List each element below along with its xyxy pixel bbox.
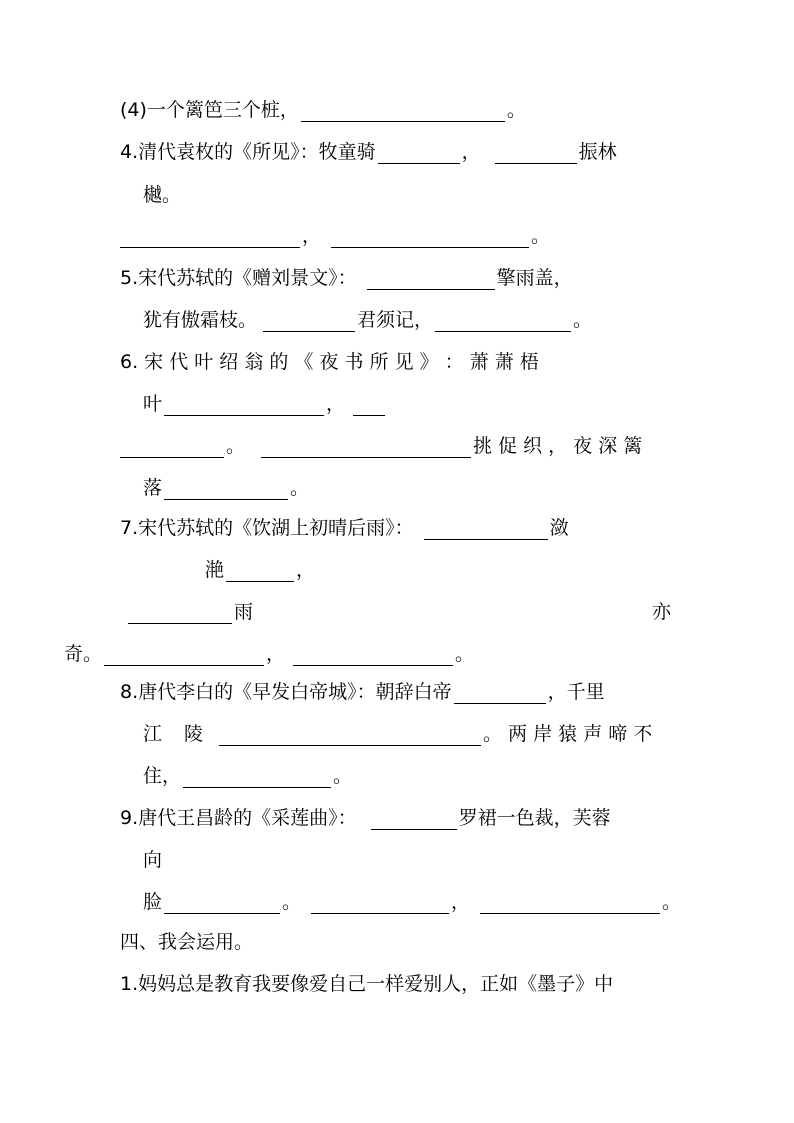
section-4-question-1 [120,972,613,996]
answer-blank[interactable] [263,311,355,332]
question-text: 向 [143,849,163,871]
question-4-line-1 [120,140,617,164]
punctuation: ， [451,891,471,913]
punctuation: ， [326,393,346,415]
answer-blank[interactable] [367,269,495,290]
question-text: 亦 [652,601,672,623]
question-8-line-3 [143,764,352,788]
question-text: 叶 [143,393,163,415]
question-9-line-1 [120,806,611,830]
punctuation: 。 [290,477,310,499]
question-text: 君须记， [357,309,434,331]
question-7-line-3 [128,600,253,624]
question-text: 罗裙一色裁，芙蓉 [458,807,611,829]
punctuation: ， [302,225,322,247]
punctuation: 。 [333,765,353,787]
question-6-line-1 [120,350,539,374]
answer-blank[interactable] [353,395,385,416]
answer-blank[interactable] [104,645,264,666]
question-7-line-1 [120,516,569,540]
question-8-line-2 [143,722,652,746]
answer-blank[interactable] [219,725,481,746]
question-text: ，千里 [547,681,605,703]
answer-blank[interactable] [378,143,460,164]
question-text: 8.唐代李白的《早发白帝城》：朝辞白帝 [120,681,452,703]
punctuation: 。 [226,435,246,457]
answer-blank[interactable] [164,395,324,416]
question-6-line-3 [120,434,642,458]
question-7-line-4 [64,642,474,666]
answer-blank[interactable] [424,519,548,540]
answer-blank[interactable] [226,561,294,582]
question-7-line-2 [205,558,315,582]
punctuation: ， [461,141,481,163]
question-8-line-1 [120,680,605,704]
answer-blank[interactable] [128,603,232,624]
question-text: 振林 [578,141,617,163]
question-text: 雨 [234,601,254,623]
answer-blank[interactable] [371,809,457,830]
answer-blank[interactable] [183,767,331,788]
answer-blank[interactable] [164,479,288,500]
question-text: 7.宋代苏轼的《饮湖上初晴后雨》： [120,517,414,539]
question-text: 潋 [549,517,569,539]
punctuation: 。 [573,309,593,331]
question-6-line-4 [143,476,309,500]
question-6-line-2 [143,392,387,416]
answer-blank[interactable] [435,311,571,332]
question-text: 奇。 [64,643,103,665]
section-heading [120,930,253,954]
question-text: 1.妈妈总是教育我要像爱自己一样爱别人，正如《墨子》中 [120,973,614,995]
answer-blank[interactable] [261,437,471,458]
answer-blank[interactable] [301,101,505,122]
section-title: 四、我会运用。 [120,931,254,953]
question-5-line-2 [143,308,592,332]
question-text: 4.清代袁枚的《所见》：牧童骑 [120,141,376,163]
answer-blank[interactable] [454,683,546,704]
question-9-line-2 [143,848,162,872]
question-text: 滟 [205,559,225,581]
question-9-line-3 [143,890,681,914]
question-text: 住， [143,765,182,787]
punctuation: 。 [531,225,551,247]
question-4-line-3 [120,224,550,248]
question-text: 犹有傲霜枝。 [143,309,258,331]
question-5-line-1 [120,266,573,290]
punctuation: ， [296,559,316,581]
question-text: 落 [143,477,163,499]
question-text: 樾。 [143,184,182,206]
question-7-line-3-right [652,600,671,624]
question-text: 9.唐代王昌龄的《采莲曲》： [120,807,357,829]
question-text: 5.宋代苏轼的《赠刘景文》： [120,267,357,289]
answer-blank[interactable] [164,893,280,914]
question-text: 挑 促 织 ， 夜 深 篱 [473,435,643,457]
answer-blank[interactable] [120,437,224,458]
punctuation: 。 [455,643,475,665]
answer-blank[interactable] [311,893,449,914]
answer-blank[interactable] [331,227,529,248]
question-text: 擎雨盖， [496,267,573,289]
question-3-4 [120,98,526,122]
answer-blank[interactable] [293,645,453,666]
question-text: 6. 宋 代 叶 绍 翁 的 《 夜 书 所 见 》 ： 萧 萧 梧 [120,351,539,373]
question-text: 。 两 岸 猿 声 啼 不 [483,723,653,745]
punctuation: 。 [506,99,526,121]
punctuation: ， [266,643,286,665]
answer-blank[interactable] [495,143,577,164]
question-text: 江 陵 [143,723,212,745]
answer-blank[interactable] [480,893,660,914]
punctuation: 。 [282,891,302,913]
question-text: 脸 [143,891,163,913]
question-text: (4)一个篱笆三个桩， [120,99,299,121]
answer-blank[interactable] [120,227,300,248]
question-4-line-2 [143,183,181,207]
punctuation: 。 [662,891,682,913]
